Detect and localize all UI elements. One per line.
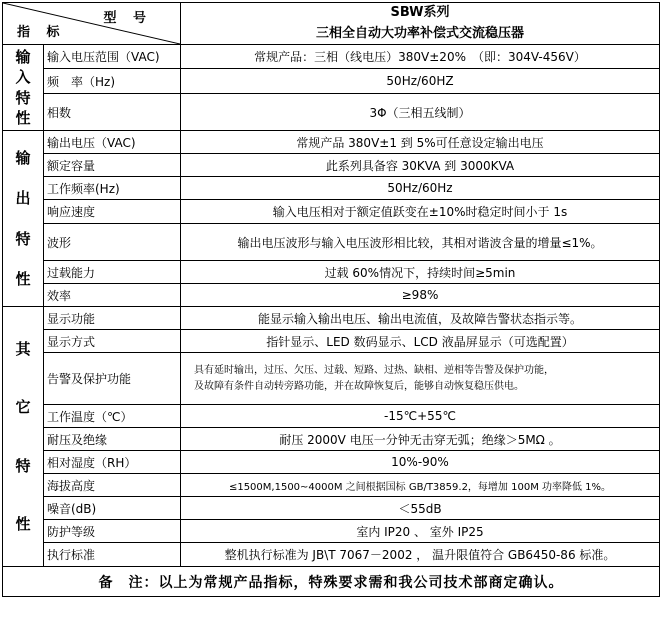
spec-row <box>3 131 660 154</box>
spec-value-line: 及故障有条件自动转旁路功能，并在故障恢复后，能够自动恢复稳压供电。 <box>194 380 524 392</box>
spec-label: 输入电压范围（VAC) <box>44 45 181 69</box>
spec-label: 响应速度 <box>44 200 181 224</box>
note-row <box>3 567 660 597</box>
spec-value: 耐压 2000V 电压一分钟无击穿无弧；绝缘＞5MΩ 。 <box>181 428 660 451</box>
header-row <box>3 3 660 45</box>
spec-row <box>3 69 660 94</box>
spec-label: 额定容量 <box>44 154 181 177</box>
model-label: 型 号 <box>103 11 152 26</box>
spec-row <box>3 520 660 543</box>
spec-label: 输出电压（VAC) <box>44 131 181 154</box>
spec-value: 常规产品 380V±1 到 5%可任意设定输出电压 <box>181 131 660 154</box>
spec-label: 过载能力 <box>44 261 181 284</box>
spec-label: 显示功能 <box>44 307 181 330</box>
indicator-label: 指 标 <box>17 25 66 40</box>
spec-label: 相对湿度（RH） <box>44 451 181 474</box>
spec-row <box>3 200 660 224</box>
spec-value: 室内 IP20 、 室外 IP25 <box>181 520 660 543</box>
spec-value: 10%-90% <box>181 451 660 474</box>
spec-label: 告警及保护功能 <box>44 353 181 405</box>
spec-value: ＜55dB <box>181 497 660 520</box>
spec-row <box>3 45 660 69</box>
spec-row <box>3 405 660 428</box>
spec-value: 此系列具备容 30KVA 到 3000KVA <box>181 154 660 177</box>
spec-value: 指针显示、LED 数码显示、LCD 液晶屏显示（可选配置） <box>181 330 660 353</box>
spec-label: 耐压及绝缘 <box>44 428 181 451</box>
spec-value: 3Φ（三相五线制） <box>181 94 660 131</box>
product-title-cell <box>181 3 660 45</box>
spec-label: 噪音(dB) <box>44 497 181 520</box>
remark-note: 备 注：以上为常规产品指标，特殊要求需和我公司技术部商定确认。 <box>3 567 660 597</box>
product-name: 三相全自动大功率补偿式交流稳压器 <box>315 25 524 41</box>
spec-label: 效率 <box>44 284 181 307</box>
spec-row <box>3 428 660 451</box>
spec-label: 执行标准 <box>44 543 181 567</box>
spec-value: 过载 60%情况下，持续时间≥5min <box>181 261 660 284</box>
spec-value <box>181 353 660 405</box>
spec-value: ≤1500M,1500~4000M 之间根据国标 GB/T3859.2，每增加 100M 功率降低 1%。 <box>181 474 660 497</box>
spec-row <box>3 330 660 353</box>
spec-table <box>2 2 660 597</box>
spec-row <box>3 261 660 284</box>
spec-label: 工作温度（℃） <box>44 405 181 428</box>
spec-value: 输入电压相对于额定值跃变在±10%时稳定时间小于 1s <box>181 200 660 224</box>
spec-row <box>3 177 660 200</box>
spec-value-line: 具有延时输出，过压、欠压、过载、短路、过热、缺相、逆相等告警及保护功能， <box>194 364 554 376</box>
category-input: 输 入 特 性 <box>3 45 44 131</box>
spec-value: 50Hz/60HZ <box>181 69 660 94</box>
spec-row <box>3 224 660 261</box>
spec-label: 频 率（Hz) <box>44 69 181 94</box>
spec-row <box>3 451 660 474</box>
spec-label: 波形 <box>44 224 181 261</box>
spec-label: 海拔高度 <box>44 474 181 497</box>
spec-value: 50Hz/60Hz <box>181 177 660 200</box>
spec-row <box>3 284 660 307</box>
spec-label: 防护等级 <box>44 520 181 543</box>
spec-value: 整机执行标准为 JB\T 7067－2002 ， 温升限值符合 GB6450-86 标准。 <box>181 543 660 567</box>
spec-value: -15℃+55℃ <box>181 405 660 428</box>
series-name: SBW系列 <box>390 5 450 21</box>
spec-value: 输出电压波形与输入电压波形相比较，其相对谐波含量的增量≤1%。 <box>181 224 660 261</box>
category-output: 输 出 特 性 <box>3 131 44 307</box>
spec-row <box>3 497 660 520</box>
spec-label: 显示方式 <box>44 330 181 353</box>
spec-row <box>3 474 660 497</box>
spec-row <box>3 307 660 330</box>
spec-label: 相数 <box>44 94 181 131</box>
spec-value: 常规产品：三相（线电压）380V±20% （即：304V-456V） <box>181 45 660 69</box>
header-corner-cell <box>3 3 181 45</box>
spec-label: 工作频率(Hz) <box>44 177 181 200</box>
spec-value: ≥98% <box>181 284 660 307</box>
spec-row <box>3 353 660 405</box>
spec-row <box>3 154 660 177</box>
spec-row <box>3 543 660 567</box>
spec-row <box>3 94 660 131</box>
category-other: 其 它 特 性 <box>3 307 44 567</box>
spec-value: 能显示输入输出电压、输出电流值，及故障告警状态指示等。 <box>181 307 660 330</box>
